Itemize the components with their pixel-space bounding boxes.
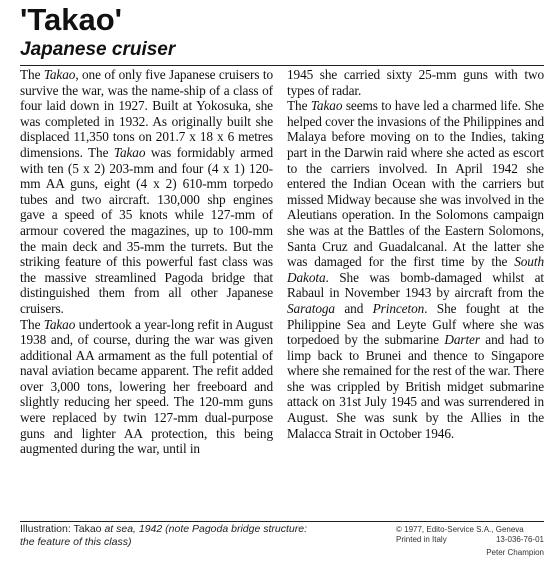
printed-in: Printed in Italy — [396, 534, 447, 544]
ship-name: Takao — [43, 316, 76, 332]
header-divider — [20, 65, 544, 66]
illustration-caption — [20, 523, 320, 548]
article-paragraph: 1945 she carried sixty 25-mm guns with two types of radar. — [287, 67, 544, 98]
copyright-row — [396, 525, 544, 535]
catalog-code: 13-036-76-01 — [495, 534, 544, 544]
page-subtitle: Japanese cruiser — [20, 39, 176, 60]
article-column-left — [20, 67, 273, 519]
footer-divider — [20, 521, 544, 522]
ship-name: Princeton — [372, 300, 425, 316]
ship-name: South Dakota — [287, 254, 544, 285]
print-info-row — [396, 535, 544, 545]
ship-name: Takao — [113, 144, 146, 160]
page-title: 'Takao' — [20, 2, 123, 37]
caption-prefix: Illustration: Takao — [20, 523, 105, 535]
caption-italic: at sea, 1942 (note Pagoda bridge structure: the feature of this class) — [20, 523, 307, 548]
copyright-text: © 1977, Edito-Service S.A., Geneva — [396, 525, 524, 534]
article-paragraph: The Takao seems to have led a charmed life. She helped cover the invasions of the Philippines and Malaya before moving on to the Indies, taking part in the Darwin raid where she acted as escort to the carriers involved. In April 1942 she entered the Indian Ocean with the carriers but missed Midway because she was involved in the Aleutians operation. In the Solomons campaign she was at the Battles of the Eastern Solomons, Santa Cruz and Guadalcanal. At the latter she was damaged for the first time by the South Dakota. She was bomb-damaged whilst at Rabaul in November 1943 by aircraft from the Saratoga and Princeton. She fought at the Philippine Sea and Leyte Gulf where she was torpedoed by the submarine Darter and had to limp back to Brunei and thence to Singapore where she remained for the rest of the war. There she was crippled by British midget submarine attack on 31st July 1945 and was surrendered in August. She was sunk by the Allies in the Malacca Strait in October 1946. — [287, 98, 544, 441]
ship-name: Saratoga — [287, 300, 335, 316]
ship-name: Darter — [444, 332, 480, 348]
illustrator-name: Peter Champion — [486, 548, 544, 558]
ship-name: Takao — [43, 67, 76, 82]
article-paragraph: The Takao, one of only five Japanese cruisers to survive the war, was the name-ship of a class of four laid down in 1927. Built at Yokosuka, she was completed in 1932. As originally built she displaced 11,350 tons on 201.7 x 18 x 6 metres dimensions. The Takao was formidably armed with ten (5 x 2) 203-mm and four (4 x 1) 120-mm AA guns, eight (4 x 2) 610-mm torpedo tubes and two aircraft. 130,000 shp engines gave a speed of 35 knots while 127-mm of armour covered the magazines, up to 100-mm the main deck and 35-mm the turrets. But the striking feature of this powerful fast class was the massive streamlined Pagoda bridge that distinguished them from all other Japanese cruisers. — [20, 67, 273, 316]
publisher-credit — [396, 525, 544, 558]
article-column-right — [287, 67, 544, 519]
article-paragraph: The Takao undertook a year-long refit in August 1938 and, of course, during the war was given additional AA armament as the full potential of naval aviation became apparent. The refit added over 3,000 tons, lowering her freeboard and slightly reducing her speed. The 120-mm guns were replaced by twin 127-mm dual-purpose guns and lighter AA protection, this being augmented during the war, until in — [20, 316, 273, 457]
ship-name: Takao — [310, 98, 343, 114]
